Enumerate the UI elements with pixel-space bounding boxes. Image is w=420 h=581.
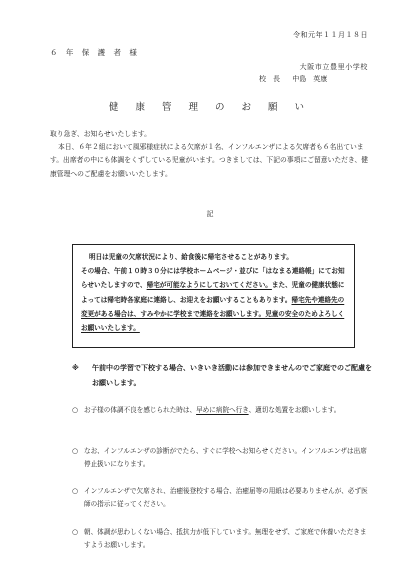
document-title: 健 康 管 理 の お 願 い [108, 102, 312, 113]
item-text: 朝、体調が思わしくない場合、抵抗力が低下しています。無理をせず、ご家庭で休養いただきますようお願いします。 [84, 528, 367, 549]
item-text: なお、インフルエンザの診断がでたら、すぐに学校へお知らせください。インフルエンザは出席停止扱いになります。 [84, 447, 367, 468]
item-text-pre: お子様の体調不良を感じられた時は、 [84, 406, 197, 414]
list-item [72, 485, 372, 511]
circle-bullet-icon: ○ [72, 406, 79, 414]
circle-bullet-icon: ○ [72, 528, 79, 536]
principal-name: 中島 英康 [292, 75, 328, 83]
addressee: ６ 年 保 護 者 様 [50, 48, 140, 57]
document-date: 令和元年１１月１８日 [293, 31, 368, 39]
sender [259, 74, 327, 84]
circle-bullet-icon: ○ [72, 447, 79, 455]
item-text [84, 404, 372, 417]
list-item [72, 445, 372, 471]
notice-line-1: 明日は児童の欠席状況により、給食後に帰宅させることがあります。 [89, 253, 293, 261]
circle-bullet-icon: ○ [72, 487, 79, 495]
list-item [72, 404, 372, 417]
remark-text: 午前中の学習で下校する場合、いきいき活動には参加できませんのでご家庭でのご配慮をお願いします。 [92, 364, 372, 387]
remark [72, 361, 372, 390]
school-name: 大阪市立豊里小学校 [299, 63, 368, 71]
item-text-underlined: 早めに病院へ行き [196, 406, 249, 414]
intro-body: 本日、６年２組において風邪様症状による欠席が１名、インフルエンザによる欠席者も６名出ています。出席者の中にも体調をくずしている児童がいます。つきましては、下記の事項にご留意いただき、健康管理へのご配慮をお願いいたします。 [50, 143, 369, 178]
notice-line-2b: 帰宅が可能なようにしておいてください。 [146, 281, 272, 290]
notice-box [72, 244, 355, 348]
notice-line-2e: 児童の安全のためよろしくお願いいたします。 [81, 309, 345, 333]
notice-line-2c: また、児童の健康状態によっては帰宅時各家庭に連絡し、お迎えをお願いすることもあります。 [81, 281, 345, 304]
notice-line-2d: 帰宅先や連絡先の変更がある場合は、すみやかに学校まで連絡をお願いします。 [81, 295, 345, 318]
intro-lead: 取り急ぎ、お知らせいたします。 [50, 130, 151, 138]
ki-heading: 記 [206, 210, 214, 218]
remark-mark: ※ [72, 364, 79, 372]
item-text: インフルエンザで欠席され、治癒後登校する場合、治癒届等の用紙は必要ありませんが、必ず医師の指示に従ってください。 [84, 487, 368, 508]
list-item [72, 526, 372, 552]
notice-line-2a: その場合、午前１０時３０分には学校ホームページ・並びに「はなまる連絡帳」にてお知らせいたしますので、 [81, 267, 345, 290]
intro-text [50, 128, 370, 181]
notice-body [81, 264, 346, 335]
principal-title: 校 長 [259, 75, 280, 83]
item-text-post: 、適切な処置をお願いします。 [248, 406, 341, 414]
